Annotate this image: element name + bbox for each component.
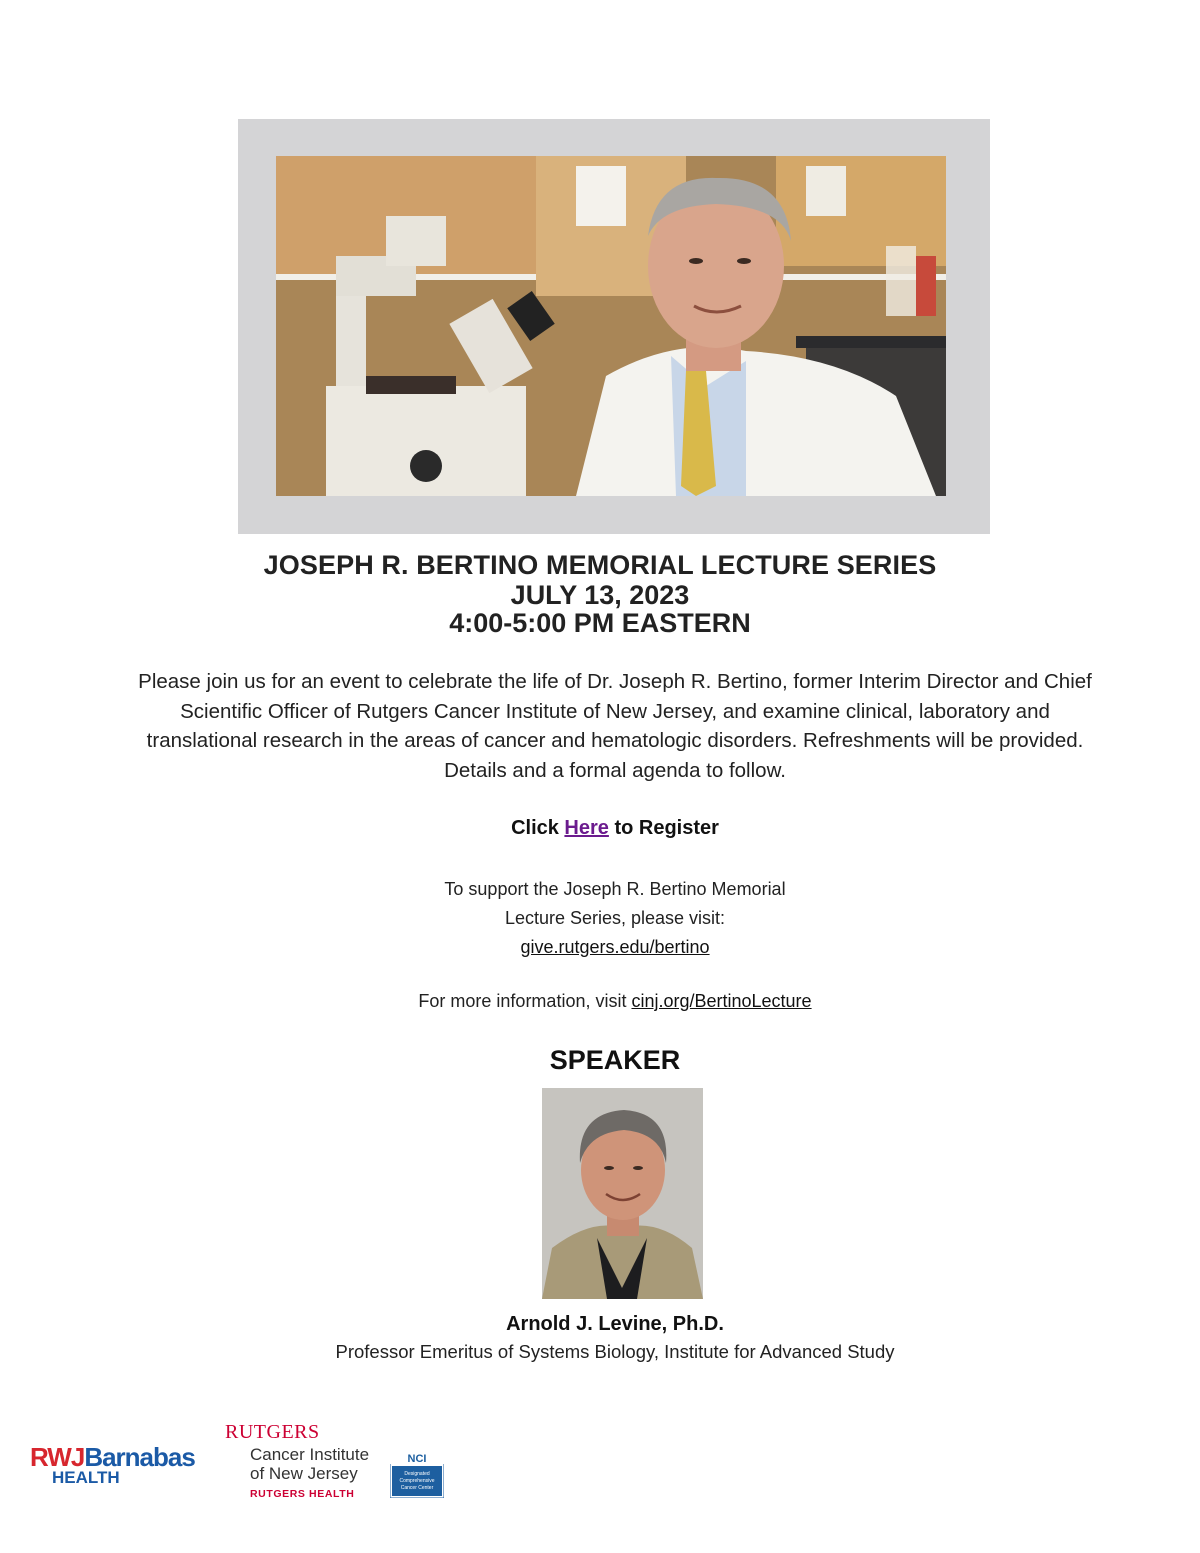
rutgers-line2: of New Jersey bbox=[250, 1464, 358, 1483]
speaker-portrait-illustration bbox=[542, 1088, 703, 1299]
lab-scene-illustration bbox=[276, 156, 946, 496]
nci-line2: Comprehensive bbox=[399, 1478, 435, 1484]
event-description bbox=[108, 667, 1122, 785]
rutgers-cancer-institute-logo bbox=[225, 1418, 385, 1503]
rwjbarnabas-health-logo bbox=[30, 1440, 205, 1490]
description-line: Scientific Officer of Rutgers Cancer Institute of New Jersey, and examine clinical, laboratory and bbox=[180, 699, 1050, 723]
hero-photo-bertino bbox=[276, 156, 946, 496]
speaker-role: Professor Emeritus of Systems Biology, Institute for Advanced Study bbox=[335, 1341, 895, 1362]
description-line: Details and a formal agenda to follow. bbox=[444, 758, 786, 782]
give-link[interactable]: give.rutgers.edu/bertino bbox=[520, 937, 710, 957]
rutgers-health: RUTGERS HEALTH bbox=[250, 1488, 355, 1500]
rwj-sub: HEALTH bbox=[52, 1468, 120, 1487]
rutgers-line1: Cancer Institute bbox=[250, 1445, 370, 1464]
svg-text:RWJBarnabas: RWJBarnabas bbox=[30, 1442, 195, 1472]
description-line: translational research in the areas of cancer and hematologic disorders. Refreshments will be provided. bbox=[146, 729, 1084, 752]
description-line: Please join us for an event to celebrate the life of Dr. Joseph R. Bertino, former Interim Director and Chief bbox=[138, 670, 1092, 693]
speaker-name: Arnold J. Levine, Ph.D. bbox=[506, 1313, 724, 1335]
speaker-photo bbox=[542, 1088, 703, 1299]
register-suffix: to Register bbox=[608, 817, 719, 839]
speaker-heading: SPEAKER bbox=[549, 1045, 681, 1075]
support-line: To support the Joseph R. Bertino Memorial bbox=[444, 879, 786, 899]
support-block bbox=[0, 875, 1200, 962]
nci-line3: Cancer Center bbox=[400, 1485, 434, 1491]
rutgers-wordmark: RUTGERS bbox=[225, 1421, 320, 1443]
hero-photo-frame bbox=[238, 119, 990, 534]
rwj-wordmark-rest: Barnabas bbox=[84, 1442, 195, 1472]
register-line bbox=[0, 817, 1200, 840]
nci-line1: Designated bbox=[404, 1471, 430, 1477]
event-date: JULY 13, 2023 bbox=[510, 580, 690, 610]
support-line: Lecture Series, please visit: bbox=[504, 908, 726, 928]
nci-title: NCI bbox=[407, 1453, 427, 1465]
more-info-prefix: For more information, visit bbox=[418, 991, 632, 1011]
more-info-link[interactable]: cinj.org/BertinoLecture bbox=[631, 991, 812, 1011]
event-time: 4:00-5:00 PM EASTERN bbox=[449, 608, 751, 638]
register-prefix: Click bbox=[511, 817, 565, 839]
register-link[interactable]: Here bbox=[564, 817, 609, 839]
more-info-line bbox=[0, 991, 1200, 1012]
nci-designated-badge bbox=[390, 1450, 444, 1498]
event-title: JOSEPH R. BERTINO MEMORIAL LECTURE SERIES bbox=[263, 550, 937, 580]
